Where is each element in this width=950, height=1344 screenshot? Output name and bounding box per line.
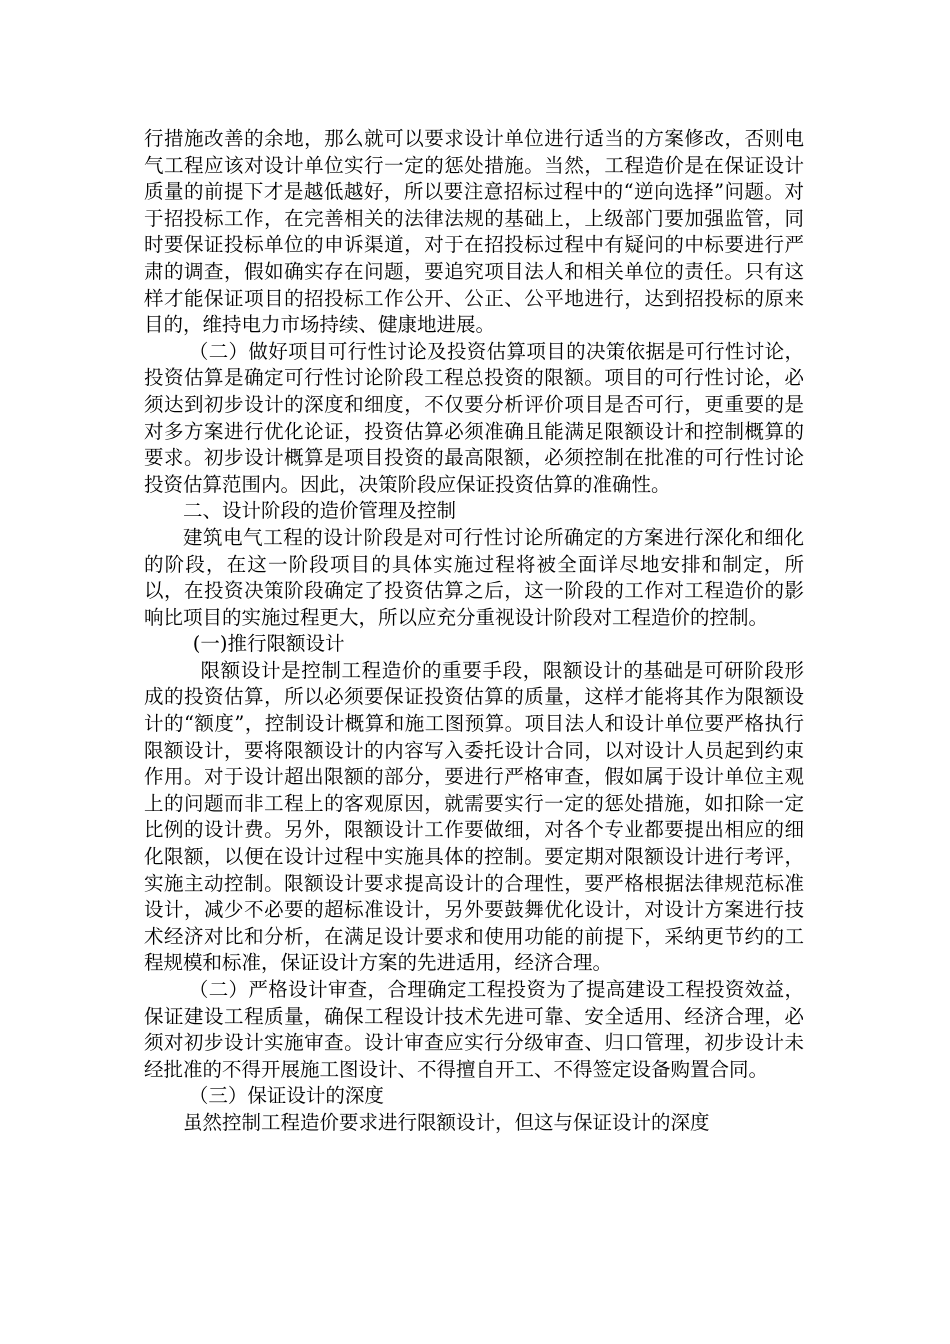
section-heading-design-stage: 二、设计阶段的造价管理及控制 xyxy=(183,499,457,523)
paragraph-design-depth: 虽然控制工程造价要求进行限额设计，但这与保证设计的深度 xyxy=(183,1110,710,1134)
paragraph-continuation: 行措施改善的余地，那么就可以要求设计单位进行适当的方案修改，否则电气工程应该对设计单位实行一定的惩处措施。当然，工程造价是在保证设计质量的前提下才是越低越好，所以要注意招标过程中的“逆向选择”问题。对于招投标工作，在完善相关的法律法规的基础上，上级部门要加强监管，同时要保证投标单位的申诉渠道，对于在招投标过程中有疑问的中标要进行严肃的调查，假如确实存在问题，要追究项目法人和相关单位的责任。只有这样才能保证项目的招投标工作公开、公正、公平地进行，达到招投标的原来目的，维持电力市场持续、健康地进展。 xyxy=(144,127,804,337)
document-body xyxy=(144,126,804,1137)
subheading-design-depth: （三）保证设计的深度 xyxy=(188,1084,384,1108)
paragraph-quota-design: 限额设计是控制工程造价的重要手段，限额设计的基础是可研阶段形成的投资估算，所以必须要保证投资估算的质量，这样才能将其作为限额设计的“额度”，控制设计概算和施工图预算。项目法人和设计单位要严格执行限额设计，要将限额设计的内容写入委托设计合同，以对设计人员起到约束作用。对于设计超出限额的部分，要进行严格审查，假如属于设计单位主观上的问题而非工程上的客观原因，就需要实行一定的惩处措施，如扣除一定比例的设计费。另外，限额设计工作要做细，对各个专业都要提出相应的细化限额，以便在设计过程中实施具体的控制。要定期对限额设计进行考评，实施主动控制。限额设计要求提高设计的合理性，要严格根据法律规范标准设计，减少不必要的超标准设计，另外要鼓舞优化设计，对设计方案进行技术经济对比和分析，在满足设计要求和使用功能的前提下，采纳更节约的工程规模和标准，保证设计方案的先进适用，经济合理。 xyxy=(144,658,804,975)
subheading-quota-design: (一)推行限额设计 xyxy=(192,632,345,656)
paragraph-design-stage: 建筑电气工程的设计阶段是对可行性讨论所确定的方案进行深化和细化的阶段，在这一阶段项目的具体实施过程将被全面详尽地安排和制定，所以，在投资决策阶段确定了投资估算之后，这一阶段的工作对工程造价的影响比项目的实施过程更大，所以应充分重视设计阶段对工程造价的控制。 xyxy=(144,525,804,629)
paragraph-feasibility-study: （二）做好项目可行性讨论及投资估算项目的决策依据是可行性讨论，投资估算是确定可行性讨论阶段工程总投资的限额。项目的可行性讨论，必须达到初步设计的深度和细度，不仅要分析评价项目是否可行，更重要的是对多方案进行优化论证，投资估算必须准确且能满足限额设计和控制概算的要求。初步设计概算是项目投资的最高限额，必须控制在批准的可行性讨论投资估算范围内。因此，决策阶段应保证投资估算的准确性。 xyxy=(144,339,804,496)
paragraph-design-review: （二）严格设计审查，合理确定工程投资为了提高建设工程投资效益，保证建设工程质量，确保工程设计技术先进可靠、安全适用、经济合理，必须对初步设计实施审查。设计审查应实行分级审查、归口管理，初步设计未经批准的不得开展施工图设计、不得擅自开工、不得签定设备购置合同。 xyxy=(144,978,804,1081)
